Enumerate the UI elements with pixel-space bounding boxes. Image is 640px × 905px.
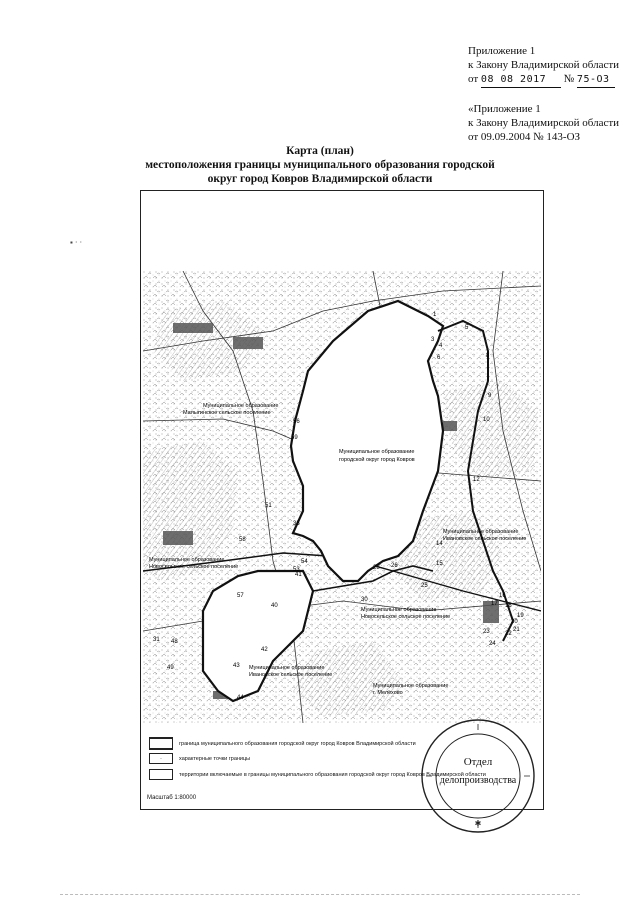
label-w-1: Муниципальное образование: [149, 557, 225, 563]
svg-text:57: 57: [237, 593, 244, 599]
map-image: [143, 271, 541, 723]
label-center-1: Муниципальное образование: [339, 449, 415, 455]
label-center-2: городской округ город Ковров: [339, 457, 415, 463]
svg-text:✱: ✱: [474, 819, 482, 828]
label-sw-1: Муниципальное образование: [249, 665, 325, 671]
svg-text:5: 5: [465, 325, 469, 331]
appendix-date-line: [468, 72, 638, 88]
label-s-1: Муниципальное образование: [361, 607, 437, 613]
prev-line-3: от 09.09.2004 № 143-ОЗ: [468, 131, 581, 143]
svg-text:53: 53: [293, 567, 300, 573]
svg-text:43: 43: [233, 663, 240, 669]
label-e-2: Ивановское сельское поселение: [443, 536, 527, 542]
svg-text:56: 56: [293, 419, 300, 425]
from-label: от: [468, 73, 479, 85]
svg-text:10: 10: [483, 417, 490, 423]
title-line-3: округ город Ковров Владимирской области: [207, 173, 433, 185]
legend-boundary: [149, 737, 416, 750]
legend-point-symbol: ·: [149, 753, 173, 764]
svg-text:15: 15: [436, 561, 443, 567]
svg-text:23: 23: [483, 629, 490, 635]
prev-line-1: «Приложение 1: [468, 103, 541, 115]
legend-boundary-symbol: [149, 737, 173, 750]
svg-text:51: 51: [265, 503, 272, 509]
svg-text:42: 42: [261, 647, 268, 653]
svg-text:49: 49: [167, 665, 174, 671]
label-sw-2: Ивановское сельское поселение: [249, 672, 333, 678]
label-se-2: г. Мелехово: [373, 690, 403, 696]
svg-text:19: 19: [517, 613, 524, 619]
legend-territory-symbol: [149, 769, 173, 780]
svg-text:1: 1: [433, 312, 437, 318]
svg-text:58: 58: [239, 537, 246, 543]
svg-text:59: 59: [291, 435, 298, 441]
legend-territory-text: территории включаемые в границы муниципального образования городской округ город Ковров Владимирской области: [179, 771, 486, 778]
title-line-2: местоположения границы муниципального образования городской: [145, 159, 495, 171]
svg-text:12: 12: [473, 477, 480, 483]
map-svg: [143, 271, 541, 723]
appendix-date: 08 08 2017: [481, 73, 561, 88]
label-w-2: Новосельское сельское поселение: [149, 564, 239, 570]
label-e-1: Муниципальное образование: [443, 529, 519, 535]
svg-text:31: 31: [153, 637, 160, 643]
label-nw-2: Малыгинское сельское поселение: [183, 410, 271, 416]
document-title: [140, 144, 500, 186]
svg-text:26: 26: [391, 563, 398, 569]
stamp-line-2: делопроизводства: [439, 775, 517, 786]
svg-text:6: 6: [437, 355, 441, 361]
svg-text:9: 9: [488, 393, 492, 399]
label-se-1: Муниципальное образование: [373, 683, 449, 689]
svg-text:24: 24: [489, 641, 496, 647]
prev-line-2: к Закону Владимирской области: [468, 117, 620, 129]
title-line-1: Карта (план): [286, 145, 354, 157]
svg-text:41: 41: [295, 572, 302, 578]
appendix-number: 75-ОЗ: [577, 73, 615, 88]
appendix-line-2: к Закону Владимирской области: [468, 59, 620, 71]
svg-text:28: 28: [373, 565, 380, 571]
legend-points-text: характерные точки границы: [179, 755, 251, 762]
legend-points: [149, 753, 250, 764]
svg-text:25: 25: [421, 583, 428, 589]
previous-appendix: [468, 102, 638, 144]
svg-text:48: 48: [171, 639, 178, 645]
stamp-line-1: Отдел: [463, 756, 493, 768]
svg-text:18: 18: [505, 603, 512, 609]
svg-text:14: 14: [436, 541, 443, 547]
number-label: №: [563, 73, 575, 85]
page-edge-artifact: [60, 894, 580, 895]
svg-text:16: 16: [499, 593, 506, 599]
svg-text:3: 3: [431, 337, 435, 343]
svg-text:40: 40: [271, 603, 278, 609]
label-s-2: Новосельское сельское поселение: [361, 614, 451, 620]
map-scale: Масштаб 1:80000: [147, 795, 197, 801]
svg-text:4: 4: [439, 343, 443, 349]
label-nw-1: Муниципальное образование: [203, 403, 279, 409]
official-stamp: [418, 716, 538, 836]
appendix-header: [468, 44, 638, 144]
svg-text:8: 8: [486, 353, 490, 359]
svg-text:54: 54: [301, 559, 308, 565]
svg-text:30: 30: [361, 597, 368, 603]
appendix-line-1: Приложение 1: [468, 45, 536, 57]
legend-boundary-text: граница муниципального образования городской округ город Ковров Владимирской области: [179, 740, 416, 747]
svg-text:44: 44: [237, 695, 244, 701]
svg-text:21: 21: [513, 627, 520, 633]
svg-text:17: 17: [491, 601, 498, 607]
svg-text:36: 36: [293, 521, 300, 527]
margin-specks: ▪ · ·: [70, 238, 83, 247]
svg-text:22: 22: [505, 631, 512, 637]
svg-text:20: 20: [511, 619, 518, 625]
